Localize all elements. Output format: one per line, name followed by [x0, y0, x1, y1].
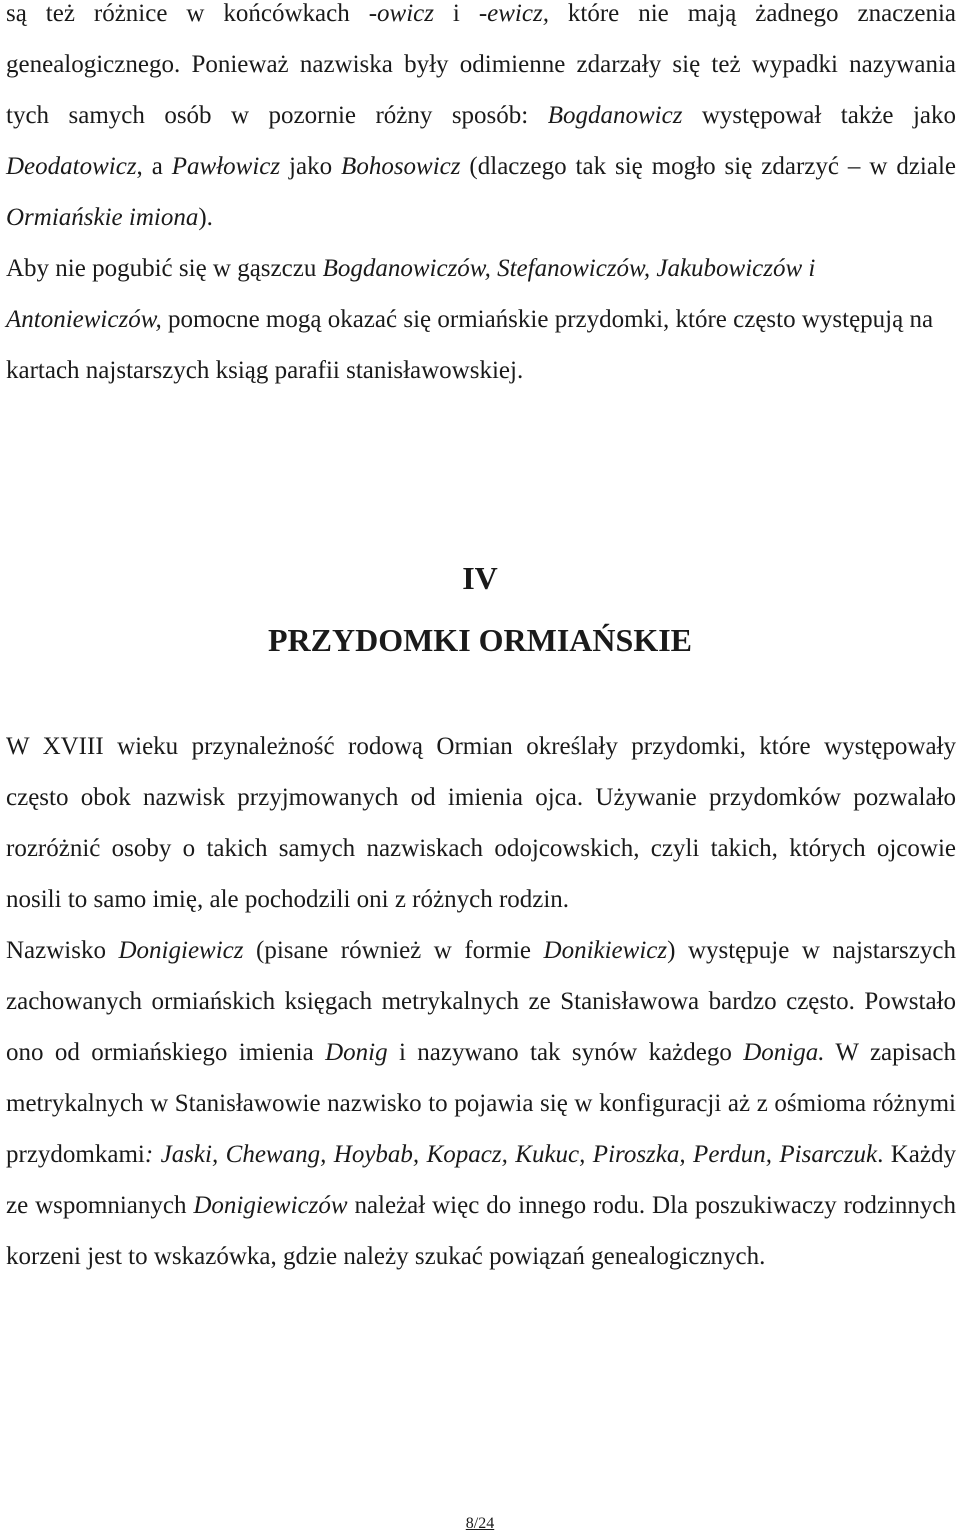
- text-run: należał więc do innego rodu. Dla poszukiwaczy rodzinnych korzeni jest to wskazówka, gdzie należy szukać powiązań genealogicznych.: [6, 1192, 957, 1270]
- text-run: jako: [280, 153, 342, 180]
- italic-run: Bogdanowicz: [547, 102, 683, 129]
- italic-run: Donig: [325, 1039, 388, 1066]
- page-number-text: 8/24: [465, 1515, 495, 1532]
- italic-run: Donigiewiczów: [193, 1192, 348, 1219]
- text-run: występował także jako: [682, 102, 956, 129]
- text-run: i nazywano tak synów każdego: [387, 1039, 744, 1066]
- italic-run: Donigiewicz: [118, 937, 244, 964]
- italic-run: -owicz: [368, 0, 434, 27]
- text-run: ).: [198, 204, 213, 231]
- text-run: Aby nie pogubić się w gąszczu: [6, 255, 323, 282]
- italic-run: Doniga.: [743, 1039, 825, 1066]
- page-number: [0, 1514, 960, 1534]
- italic-run: Bohosowicz: [341, 153, 461, 180]
- italic-run: Pawłowicz: [171, 153, 281, 180]
- text-run: (pisane również w formie: [243, 937, 544, 964]
- text-run: W zapisach metrykalnych w Stanisławowie nazwisko to pojawia się w konfiguracji aż z ośmioma różnymi przydomkami: [6, 1039, 957, 1168]
- italic-run: Donikiewicz: [543, 937, 668, 964]
- text-run: W XVIII wieku przynależność rodową Ormian określały przydomki, które występowały często obok nazwisk przyjmowanych od imienia ojca. Używanie przydomków pozwalało rozróżnić osoby o takich samych nazwiskach odojcowskich, czyli takich, których ojcowie nosili to samo imię, ale pochodzili oni z różnych rodzin.: [6, 733, 956, 913]
- text-section-bottom: [6, 721, 956, 1282]
- paragraph-donigiewicz: [6, 925, 956, 1282]
- text-run: , a: [136, 153, 172, 180]
- text-run: które nie mają żadnego znaczenia genealogicznego. Ponieważ nazwiska były odimienne zdarzały się też wypadki nazywania tych samych osób w pozornie różny sposób:: [6, 0, 957, 129]
- chapter-number: IV: [462, 560, 498, 596]
- paragraph-armenian-nicknames-intro: [6, 243, 956, 396]
- paragraph-surname-variants: [6, 0, 956, 243]
- text-run: . Każdy ze wspomnianych: [6, 1141, 956, 1219]
- text-run: i: [433, 0, 479, 27]
- italic-run: Bogdanowiczów, Stefanowiczów, Jakubowiczów i Antoniewiczów,: [6, 255, 816, 333]
- text-section-top: [6, 0, 956, 396]
- italic-run: Ormiańskie imiona: [6, 204, 199, 231]
- text-run: ) występuje w najstarszych zachowanych ormiańskich księgach metrykalnych ze Stanisławowa bardzo często. Powstało ono od ormiańskiego imienia: [6, 937, 956, 1066]
- chapter-title: PRZYDOMKI ORMIAŃSKIE: [267, 622, 692, 658]
- italic-run: : Jaski, Chewang, Hoybab, Kopacz, Kukuc, Piroszka, Perdun, Pisarczuk: [144, 1141, 878, 1168]
- text-run: pomocne mogą okazać się ormiańskie przydomki, które często występują na kartach najstarszych ksiąg parafii stanisławowskiej.: [6, 306, 934, 384]
- text-run: (dlaczego tak się mogło się zdarzyć – w dziale: [460, 153, 957, 180]
- italic-run: -ewicz,: [478, 0, 549, 27]
- text-run: Nazwisko: [6, 937, 119, 964]
- italic-run: Deodatowicz: [6, 153, 137, 180]
- text-run: są też różnice w końcówkach: [6, 0, 369, 27]
- paragraph-nicknames-purpose: [6, 721, 956, 925]
